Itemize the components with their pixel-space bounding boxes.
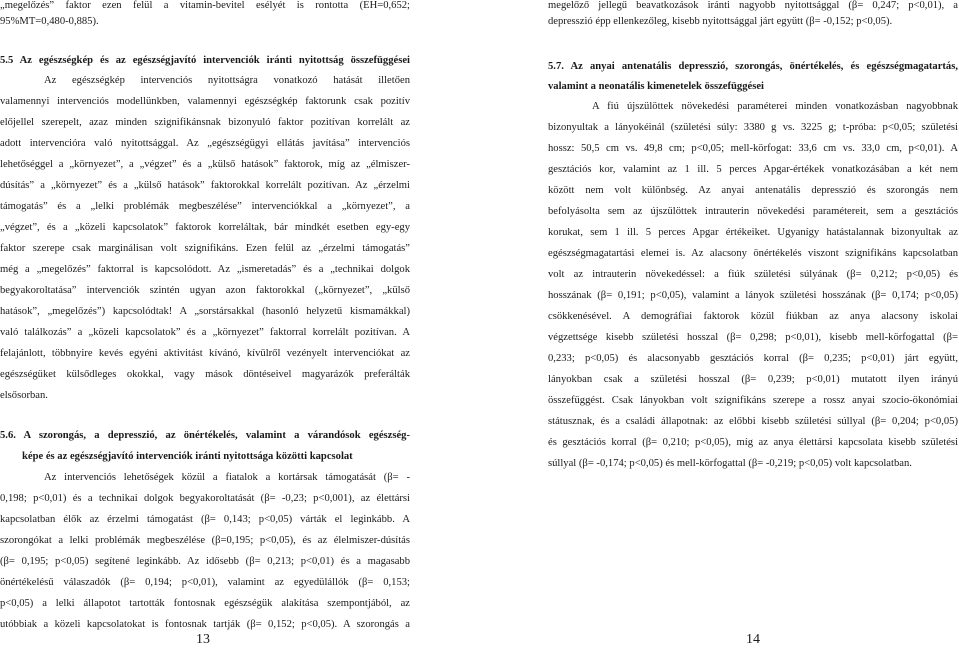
body-text-line: „megelőzés” faktor ezen felül a vitamin-bevitel esélyét is rontotta (EH=0,652; — [0, 0, 410, 11]
body-text-line: p<0,05) a lelki állapotot tartották fontosnak egészségük alakítása szempontjából, az — [0, 598, 410, 609]
body-text-line: gesztációs kor, valamint az 1 ill. 5 perces Apgar-értékek vonatkozásában a két nem — [548, 164, 958, 175]
body-text-line: begyakoroltatása” intervenciók szintén ugyan azon faktorokkal („környezet”, „külső — [0, 285, 410, 296]
section-heading-5-7: 5.7. Az anyai antenatális depresszió, szorongás, önértékelés, és egészségmagatartás, — [548, 61, 958, 72]
body-text-line: befolyásolta sem az újszülöttek intrauterin növekedési paramétereit, sem a gesztációs — [548, 206, 958, 217]
body-text-line: lehetőséggel a „környezet”, a „végzet” és a „külső hatások” faktorok, míg az „élmiszer- — [0, 159, 410, 170]
body-text-line: státusznak, és a családi állapotnak: az előbbi kisebb születési súllyal (β= 0,204; p<0,05) — [548, 416, 958, 427]
body-text-line: utóbbiak a közeli kapcsolatokat is fontosnak tartják (β= 0,152; p<0,05). A szorongás a — [0, 619, 410, 630]
body-text-line: és gesztációs korral (β= 0,210; p<0,05), míg az anya élettársi kapcsolata kisebb születési — [548, 437, 958, 448]
body-text-line: Az intervenciós lehetőségek közül a fiatalok a kortársak támogatását (β= - — [44, 472, 410, 483]
body-text-line: végzettsége kisebb születési hosszal (β= 0,298; p<0,01), kisebb mell-körfogattal (β= — [548, 332, 958, 343]
body-text-line: lányokban csak a születési hosszal (β= 0,239; p<0,01) mutatott ilyen irányú — [548, 374, 958, 385]
body-text-line: valamennyi intervenciós modellünkben, valamennyi egészségkép faktorunk csak pozitív — [0, 96, 410, 107]
body-text-line: depresszió épp ellenkezőleg, kisebb nyitottsággal járt együtt (β= -0,152; p<0,05). — [548, 16, 893, 27]
body-text-line: adott intervencióra való nyitottsággal. Az „egészségügyi ellátás javítása” intervenciós — [0, 138, 410, 149]
section-heading-5-6: 5.6. A szorongás, a depresszió, az önértékelés, valamint a várandósok egészség- — [0, 430, 410, 441]
page-number-left: 13 — [196, 632, 210, 647]
body-text-line: csökkenésével. A demográfiai faktorok közül fiúkban az anya alacsony iskolai — [548, 311, 958, 322]
body-text-line: 0,233; p<0,05) és alacsonyabb gesztációs korral (β= 0,235; p<0,01) járt együtt, — [548, 353, 958, 364]
body-text-line: bizonyultak a lányokéinál (születési súly: 3380 g vs. 3225 g; t-próba: p<0,05; születési — [548, 122, 958, 133]
body-text-line: 95%MT=0,480-0,885). — [0, 16, 99, 27]
page-number-right: 14 — [746, 632, 760, 647]
body-text-line: dúsítás” a „környezet” és a „külső hatások” faktorokkal korrelált pozitívan. Az „érzelmi — [0, 180, 410, 191]
body-text-line: támogatás” és a „lelki problémák megbeszélése” intervenciókkal a „környezet”, a — [0, 201, 410, 212]
body-text-line: felajánlott, többnyire kevés egyéni aktivitást kívánó, kívülről vezényelt intervenciókat az — [0, 348, 410, 359]
body-text-line: egészségüket külsődleges okokkal, vagy mások döntéseivel magyarázók preferálták — [0, 369, 410, 380]
body-text-line: való találkozás” a „közeli kapcsolatok” és a „környezet” faktorral korrelált pozitívan. A — [0, 327, 410, 338]
body-text-line: kapcsolatban élők az érzelmi támogatást (β= 0,143; p<0,05) várták el leginkább. A — [0, 514, 410, 525]
body-text-line: hosszának (β= 0,191; p<0,05), valamint a lányok születési hosszának (β= 0,174; p<0,05) — [548, 290, 958, 301]
body-text-line: még a „megelőzés” faktorral is kapcsolódott. Az „ismeretadás” és a „technikai dolgok — [0, 264, 410, 275]
body-text-line: 0,198; p<0,01) és a technikai dolgok begyakoroltatását (β= -0,23; p<0,001), az élettársi — [0, 493, 410, 504]
body-text-line: között nem volt különbség. Az anyai antenatális depresszió és szorongás nem — [548, 185, 958, 196]
body-text-line: előjellel szerepelt, azaz minden szignifikánsnak bizonyuló faktor pozitívan korrelált az — [0, 117, 410, 128]
body-text-line: összefüggést. Csak lányokban volt szignifikáns szerepe a rossz anyai szocio-ökonómiai — [548, 395, 958, 406]
body-text-line: (β= 0,195; p<0,05) segítené leginkább. Az idősebb (β= 0,213; p<0,01) és a magasabb — [0, 556, 410, 567]
section-heading-5-7-cont: valamint a neonatális kimenetelek összefüggései — [548, 81, 764, 92]
section-heading-5-6-cont: képe és az egészségjavító intervenciók iránti nyitottsága közötti kapcsolat — [22, 451, 353, 462]
body-text-line: Az egészségkép intervenciós nyitottságra vonatkozó hatását illetően — [44, 75, 410, 86]
body-text-line: elsősorban. — [0, 390, 48, 401]
body-text-line: korukat, sem 1 ill. 5 perces Apgar értékeiket. Ugyanígy hatástalannak bizonyultak az — [548, 227, 958, 238]
body-text-line: szorongókat a lelki problémák megbeszélése (β=0,195; p<0,05), és az élelmiszer-dúsítás — [0, 535, 410, 546]
body-text-line: „végzet”, és a „közeli kapcsolatok” faktorok korreláltak, bár mindkét esetben egy-egy — [0, 222, 410, 233]
body-text-line: hossz: 50,5 cm vs. 49,8 cm; p<0,05; mell-körfogat: 33,6 cm vs. 33,0 cm, p<0,01). A — [548, 143, 958, 154]
body-text-line: faktor szerepe csak marginálisan volt szignifikáns. Ezen felül az „érzelmi támogatás” — [0, 243, 410, 254]
body-text-line: volt az intrauterin növekedéssel: a fiúk születési súlyának (β= 0,212; p<0,05) és — [548, 269, 958, 280]
body-text-line: megelőző jellegű beavatkozások iránti nagyobb nyitottsággal (β= 0,247; p<0,01), a — [548, 0, 958, 11]
body-text-line: súllyal (β= -0,174; p<0,05) és mell-körfogattal (β= -0,219; p<0,05) volt kapcsolatban. — [548, 458, 912, 469]
body-text-line: hatások”, „megelőzés”) kapcsolódtak! A „sorstársakkal (hasonló helyzetű kismamákkal) — [0, 306, 410, 317]
body-text-line: A fiú újszülöttek növekedési paraméterei minden vonatkozásban nagyobbnak — [592, 101, 958, 112]
section-heading-5-5: 5.5 Az egészségkép és az egészségjavító intervenciók iránti nyitottság összefüggései — [0, 55, 410, 66]
body-text-line: egészségmagatartási elemei is. Az alacsony önértékelés viszont szignifikáns kapcsolatban — [548, 248, 958, 259]
body-text-line: önértékelésű válaszadók (β= 0,194; p<0,01), valamint az egyedülállók (β= 0,153; — [0, 577, 410, 588]
